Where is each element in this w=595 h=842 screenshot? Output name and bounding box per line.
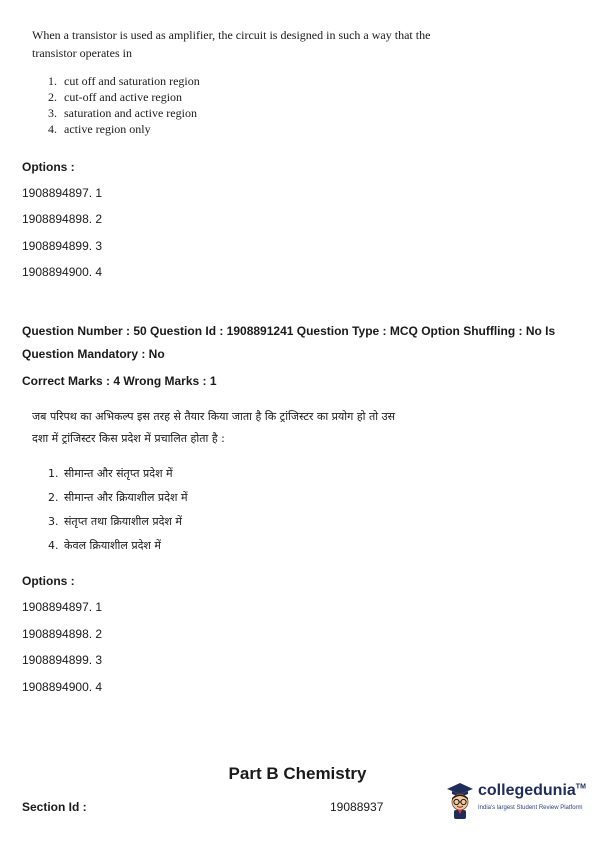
part-title: Part B Chemistry [228, 764, 367, 783]
choice-item: 1. cut off and saturation region [48, 74, 200, 88]
logo-tagline: India's largest Student Review Platform [478, 805, 583, 811]
choice-item: 2. सीमान्त और क्रियाशील प्रदेश में [48, 491, 188, 504]
section-id-value: 19088937 [330, 800, 384, 814]
choice-item: 4. active region only [48, 122, 151, 136]
choice-item: 1. सीमान्त और संतृप्त प्रदेश में [48, 467, 173, 480]
choice-item: 3. संतृप्त तथा क्रियाशील प्रदेश में [48, 515, 182, 528]
logo-wordmark: collegedunia™ [478, 782, 586, 799]
collegedunia-logo [444, 778, 589, 828]
choice-item: 4. केवल क्रियाशील प्रदेश में [48, 539, 161, 552]
choice-item: 2. cut-off and active region [48, 90, 183, 104]
choice-item: 3. saturation and active region [48, 106, 197, 120]
question-marks: Correct Marks : 4 Wrong Marks : 1 [22, 374, 217, 388]
option-item: 1908894899. 3 [22, 239, 103, 253]
option-item: 1908894899. 3 [22, 653, 103, 667]
question-mandatory: Question Mandatory : No [22, 347, 165, 361]
option-item: 1908894898. 2 [22, 627, 103, 641]
option-item: 1908894898. 2 [22, 212, 103, 226]
question-meta: Question Number : 50 Question Id : 1908891241 Question Type : MCQ Option Shuffling : No Is [22, 324, 556, 338]
question-text-hindi: जब परिपथ का अभिकल्प इस तरह से तैयार किया जाता है कि ट्रांजिस्टर का प्रयोग हो तो उस दशा में ट्रांजिस्टर किस प्रदेश में प्रचालित होता है : [32, 410, 396, 445]
choice-list [48, 73, 200, 137]
option-item: 1908894900. 4 [22, 680, 103, 694]
question-text: When a transistor is used as amplifier, the circuit is designed in such a way that the transistor operates in [32, 28, 431, 60]
choice-list-hindi [48, 462, 188, 558]
options-heading: Options : [22, 574, 75, 588]
options-heading: Options : [22, 160, 75, 174]
student-mascot-icon [444, 780, 476, 820]
option-item: 1908894897. 1 [22, 186, 103, 200]
section-id-label: Section Id : [22, 800, 87, 814]
option-item: 1908894897. 1 [22, 600, 103, 614]
option-item: 1908894900. 4 [22, 265, 103, 279]
